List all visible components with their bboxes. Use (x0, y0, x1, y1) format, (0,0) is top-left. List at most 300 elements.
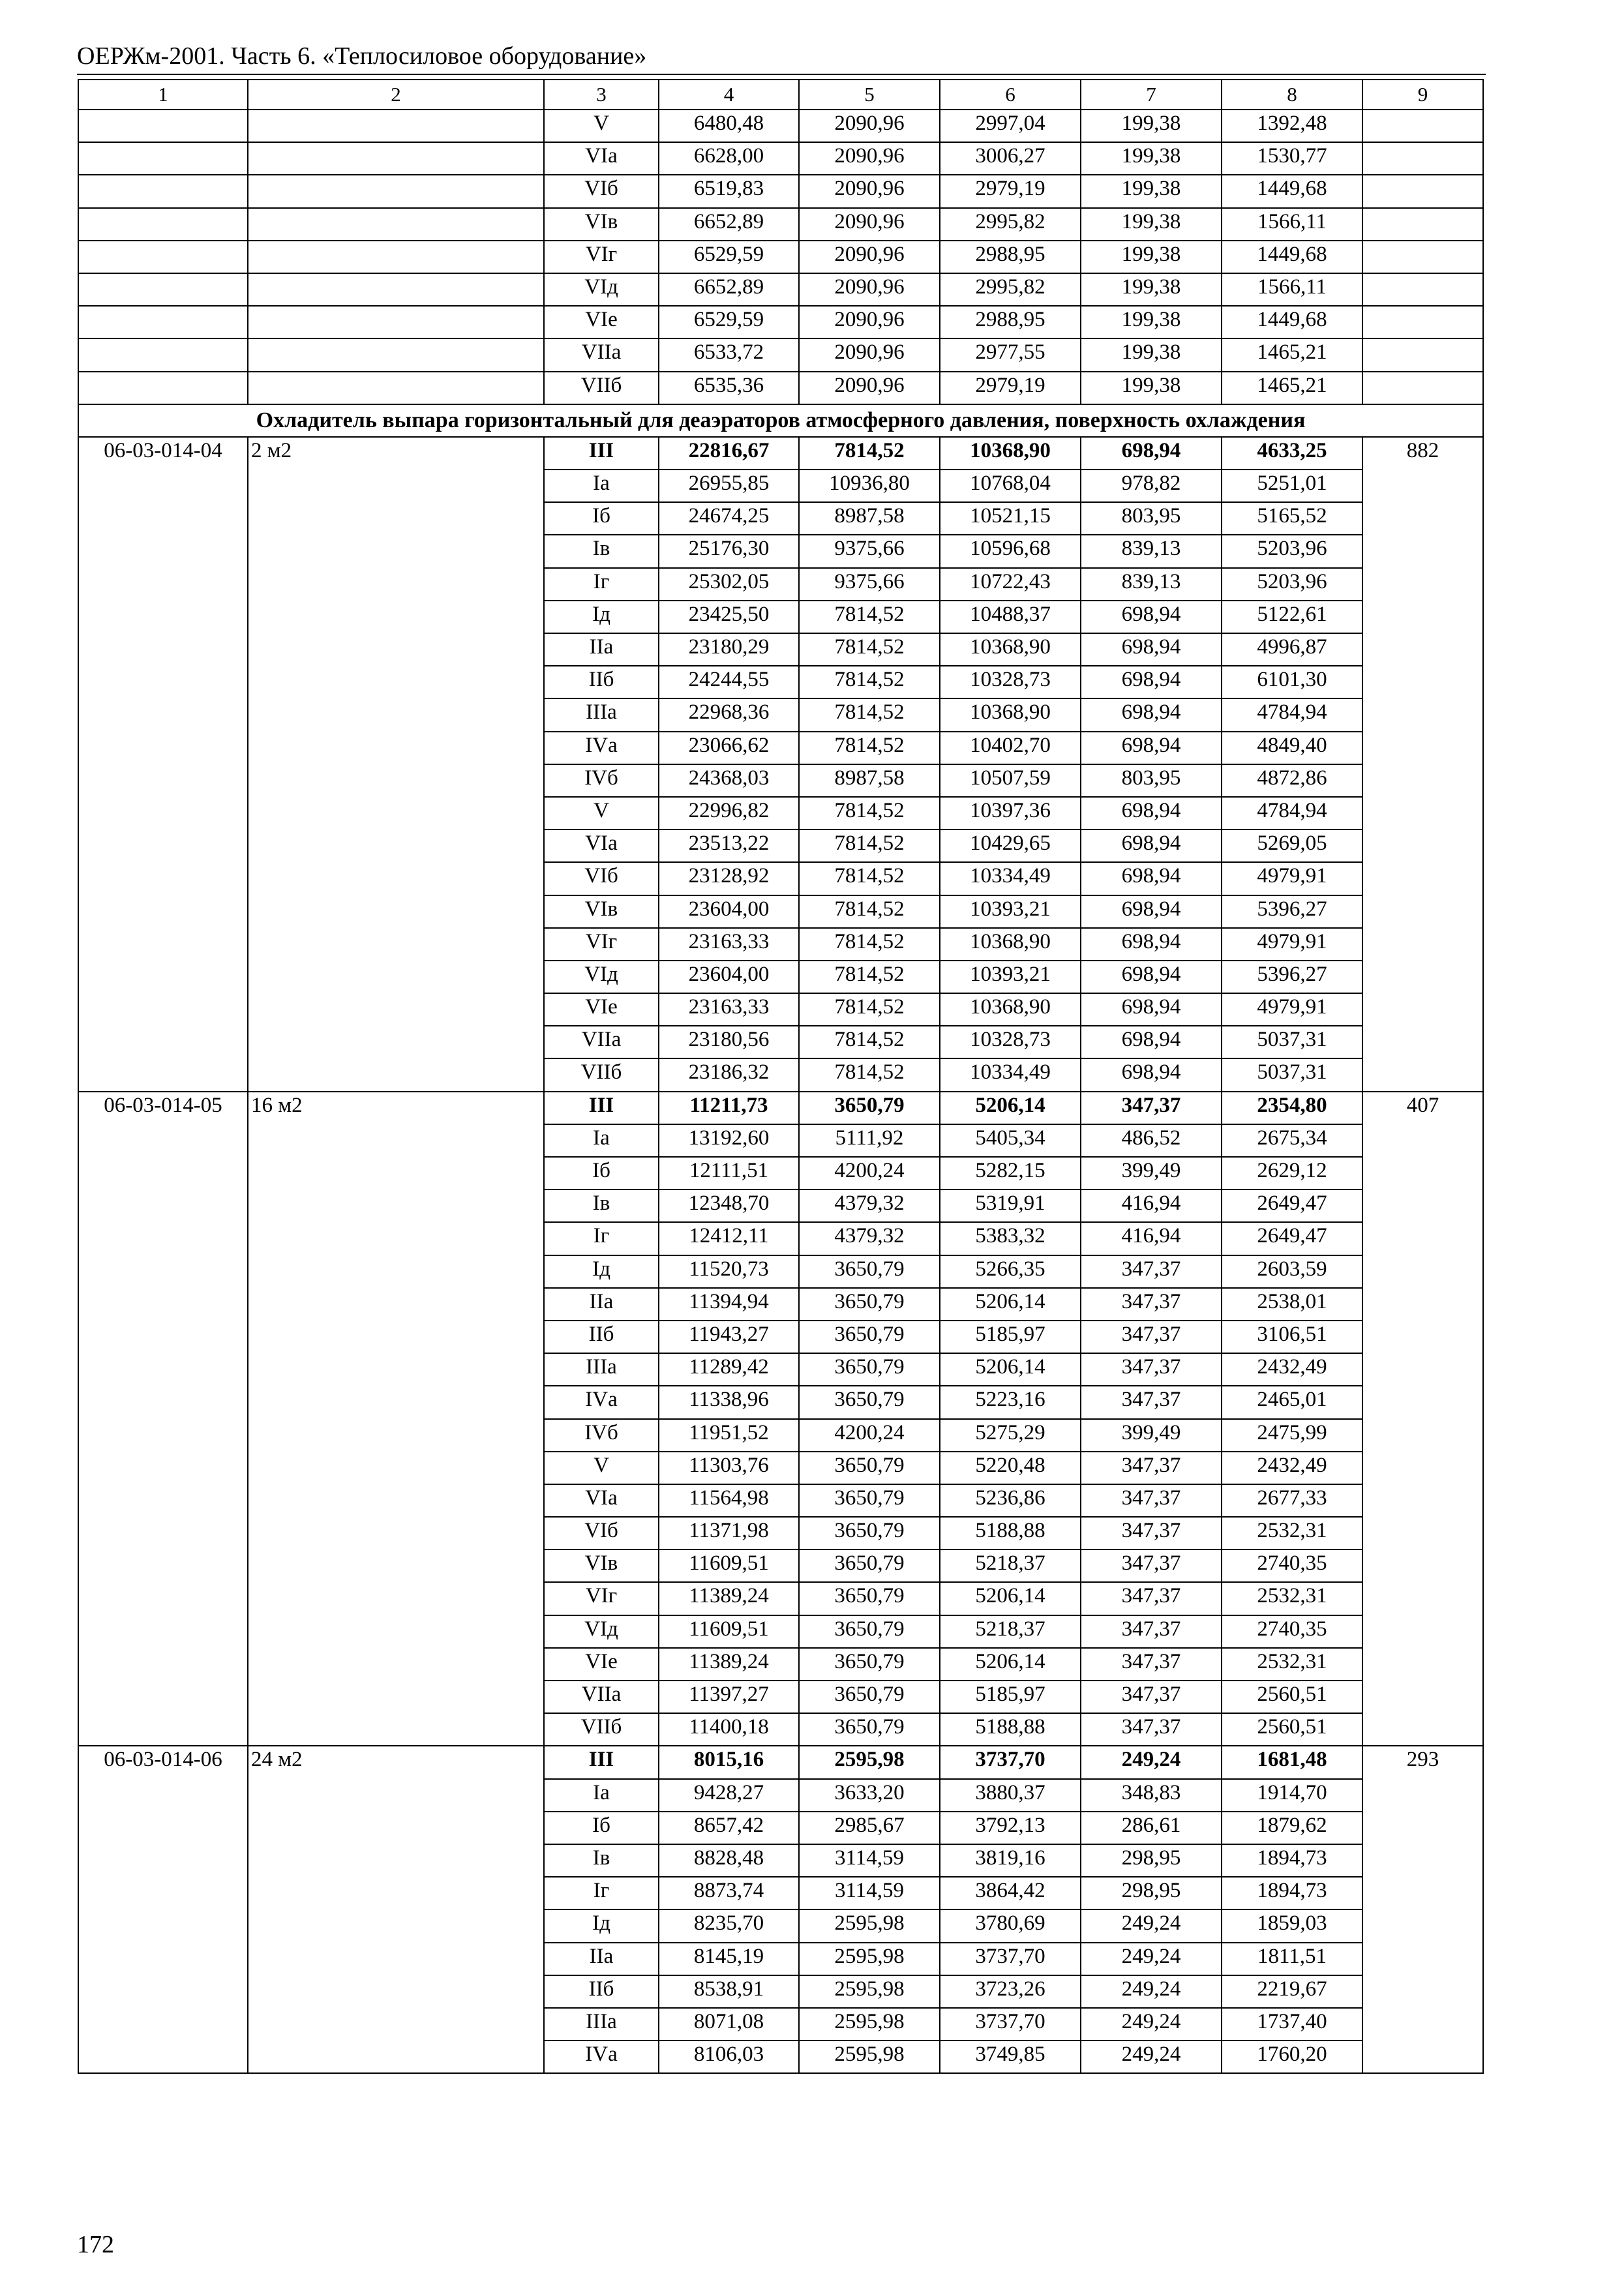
name-cell (248, 372, 544, 404)
code-cell (78, 175, 248, 207)
value-cell: 5165,52 (1222, 502, 1362, 535)
value-cell: 698,94 (1081, 993, 1222, 1026)
value-cell: 5206,14 (940, 1582, 1081, 1615)
value-cell: 7814,52 (799, 698, 940, 731)
value-cell: 199,38 (1081, 142, 1222, 175)
value-cell: 23163,33 (659, 993, 799, 1026)
zone-cell: VIд (544, 273, 659, 306)
value-cell: 347,37 (1081, 1092, 1222, 1124)
value-cell: 25176,30 (659, 535, 799, 567)
value-cell: 6535,36 (659, 372, 799, 404)
value-cell: 3819,16 (940, 1844, 1081, 1877)
value-cell: 4379,32 (799, 1189, 940, 1222)
name-cell (248, 273, 544, 306)
col9-cell (1362, 175, 1483, 207)
value-cell: 803,95 (1081, 502, 1222, 535)
value-cell: 10393,21 (940, 961, 1081, 993)
value-cell: 347,37 (1081, 1288, 1222, 1321)
value-cell: 1449,68 (1222, 241, 1362, 273)
value-cell: 698,94 (1081, 437, 1222, 470)
value-cell: 347,37 (1081, 1517, 1222, 1549)
value-cell: 698,94 (1081, 666, 1222, 698)
value-cell: 23425,50 (659, 601, 799, 633)
value-cell: 3650,79 (799, 1517, 940, 1549)
value-cell: 3650,79 (799, 1353, 940, 1386)
col9-cell (1362, 273, 1483, 306)
code-cell (78, 142, 248, 175)
item-code: 06-03-014-04 (78, 437, 248, 1092)
name-cell (248, 175, 544, 207)
value-cell: 10393,21 (940, 895, 1081, 928)
zone-cell: VIIа (544, 1026, 659, 1058)
value-cell: 839,13 (1081, 535, 1222, 567)
value-cell: 2677,33 (1222, 1484, 1362, 1517)
value-cell: 7814,52 (799, 1058, 940, 1091)
value-cell: 199,38 (1081, 338, 1222, 371)
value-cell: 10368,90 (940, 993, 1081, 1026)
column-number: 7 (1081, 80, 1222, 110)
value-cell: 4200,24 (799, 1157, 940, 1189)
table-row (78, 142, 1483, 175)
zone-cell: Iд (544, 1909, 659, 1942)
section-title: Охладитель выпара горизонтальный для деаэраторов атмосферного давления, поверхность охлаждения (78, 404, 1483, 437)
value-cell: 4979,91 (1222, 928, 1362, 961)
value-cell: 11289,42 (659, 1353, 799, 1386)
value-cell: 10429,65 (940, 830, 1081, 862)
value-cell: 6533,72 (659, 338, 799, 371)
name-cell (248, 338, 544, 371)
column-number: 9 (1362, 80, 1483, 110)
value-cell: 11397,27 (659, 1681, 799, 1713)
zone-cell: Iг (544, 1222, 659, 1255)
value-cell: 1760,20 (1222, 2041, 1362, 2073)
value-cell: 698,94 (1081, 797, 1222, 830)
value-cell: 5396,27 (1222, 895, 1362, 928)
value-cell: 2995,82 (940, 208, 1081, 241)
value-cell: 11943,27 (659, 1321, 799, 1353)
value-cell: 7814,52 (799, 666, 940, 698)
code-cell (78, 273, 248, 306)
value-cell: 3633,20 (799, 1779, 940, 1812)
value-cell: 2532,31 (1222, 1517, 1362, 1549)
value-cell: 2090,96 (799, 142, 940, 175)
value-cell: 5405,34 (940, 1124, 1081, 1157)
value-cell: 22968,36 (659, 698, 799, 731)
value-cell: 8235,70 (659, 1909, 799, 1942)
value-cell: 6529,59 (659, 241, 799, 273)
value-cell: 6529,59 (659, 306, 799, 338)
value-cell: 5396,27 (1222, 961, 1362, 993)
value-cell: 7814,52 (799, 797, 940, 830)
zone-cell: IIIа (544, 1353, 659, 1386)
value-cell: 1681,48 (1222, 1746, 1362, 1778)
value-cell: 2090,96 (799, 273, 940, 306)
value-cell: 3737,70 (940, 2008, 1081, 2041)
value-cell: 12111,51 (659, 1157, 799, 1189)
value-cell: 1894,73 (1222, 1844, 1362, 1877)
value-cell: 23066,62 (659, 732, 799, 764)
table-row (78, 175, 1483, 207)
code-cell (78, 241, 248, 273)
value-cell: 3864,42 (940, 1877, 1081, 1909)
value-cell: 2979,19 (940, 372, 1081, 404)
value-cell: 10507,59 (940, 764, 1081, 797)
zone-cell: IIб (544, 666, 659, 698)
table-row (78, 273, 1483, 306)
value-cell: 10397,36 (940, 797, 1081, 830)
value-cell: 11609,51 (659, 1549, 799, 1582)
value-cell: 11389,24 (659, 1582, 799, 1615)
zone-cell: VIб (544, 862, 659, 895)
value-cell: 2219,67 (1222, 1975, 1362, 2008)
code-cell (78, 306, 248, 338)
code-cell (78, 372, 248, 404)
value-cell: 2090,96 (799, 372, 940, 404)
value-cell: 1392,48 (1222, 110, 1362, 142)
zone-cell: Iб (544, 1157, 659, 1189)
value-cell: 3650,79 (799, 1484, 940, 1517)
header-divider (77, 74, 1486, 75)
name-cell (248, 142, 544, 175)
table-row (78, 110, 1483, 142)
zone-cell: VIа (544, 1484, 659, 1517)
value-cell: 3749,85 (940, 2041, 1081, 2073)
value-cell: 347,37 (1081, 1321, 1222, 1353)
value-cell: 4872,86 (1222, 764, 1362, 797)
page-number: 172 (77, 2231, 114, 2258)
zone-cell: VIв (544, 208, 659, 241)
table-row (78, 306, 1483, 338)
value-cell: 5319,91 (940, 1189, 1081, 1222)
zone-cell: VIг (544, 928, 659, 961)
value-cell: 7814,52 (799, 862, 940, 895)
value-cell: 347,37 (1081, 1713, 1222, 1746)
value-cell: 2595,98 (799, 1975, 940, 2008)
value-cell: 5269,05 (1222, 830, 1362, 862)
value-cell: 11303,76 (659, 1452, 799, 1484)
value-cell: 3650,79 (799, 1615, 940, 1648)
value-cell: 25302,05 (659, 568, 799, 601)
value-cell: 6519,83 (659, 175, 799, 207)
zone-cell: III (544, 437, 659, 470)
value-cell: 7814,52 (799, 928, 940, 961)
value-cell: 347,37 (1081, 1255, 1222, 1288)
value-cell: 2629,12 (1222, 1157, 1362, 1189)
value-cell: 2595,98 (799, 2041, 940, 2073)
value-cell: 8873,74 (659, 1877, 799, 1909)
value-cell: 10368,90 (940, 928, 1081, 961)
value-cell: 1530,77 (1222, 142, 1362, 175)
table-row (78, 1746, 1483, 1778)
value-cell: 5188,88 (940, 1517, 1081, 1549)
value-cell: 5206,14 (940, 1648, 1081, 1681)
value-cell: 11338,96 (659, 1386, 799, 1418)
value-cell: 5218,37 (940, 1549, 1081, 1582)
value-cell: 3737,70 (940, 1746, 1081, 1778)
value-cell: 7814,52 (799, 830, 940, 862)
value-cell: 2090,96 (799, 338, 940, 371)
zone-cell: VIе (544, 306, 659, 338)
value-cell: 3650,79 (799, 1255, 940, 1288)
value-cell: 2090,96 (799, 208, 940, 241)
value-cell: 8657,42 (659, 1812, 799, 1844)
value-cell: 10334,49 (940, 1058, 1081, 1091)
value-cell: 10402,70 (940, 732, 1081, 764)
zone-cell: IIа (544, 1288, 659, 1321)
zone-cell: Iд (544, 1255, 659, 1288)
value-cell: 803,95 (1081, 764, 1222, 797)
table-row (78, 372, 1483, 404)
column-number: 4 (659, 80, 799, 110)
zone-cell: VIIб (544, 1058, 659, 1091)
value-cell: 1914,70 (1222, 1779, 1362, 1812)
code-cell (78, 208, 248, 241)
value-cell: 249,24 (1081, 2008, 1222, 2041)
zone-cell: III (544, 1746, 659, 1778)
zone-cell: Iв (544, 1844, 659, 1877)
value-cell: 2090,96 (799, 241, 940, 273)
value-cell: 347,37 (1081, 1648, 1222, 1681)
zone-cell: V (544, 797, 659, 830)
value-cell: 1465,21 (1222, 338, 1362, 371)
value-cell: 5206,14 (940, 1353, 1081, 1386)
value-cell: 10936,80 (799, 470, 940, 502)
value-cell: 2475,99 (1222, 1419, 1362, 1452)
value-cell: 5206,14 (940, 1092, 1081, 1124)
table-row (78, 241, 1483, 273)
value-cell: 399,49 (1081, 1419, 1222, 1452)
value-cell: 698,94 (1081, 961, 1222, 993)
item-col9: 407 (1362, 1092, 1483, 1746)
value-cell: 23186,32 (659, 1058, 799, 1091)
value-cell: 13192,60 (659, 1124, 799, 1157)
zone-cell: VIа (544, 830, 659, 862)
column-number-row (78, 80, 1483, 110)
name-cell (248, 241, 544, 273)
value-cell: 11389,24 (659, 1648, 799, 1681)
value-cell: 2465,01 (1222, 1386, 1362, 1418)
value-cell: 24368,03 (659, 764, 799, 797)
value-cell: 8538,91 (659, 1975, 799, 2008)
price-table (78, 79, 1484, 2074)
value-cell: 11609,51 (659, 1615, 799, 1648)
value-cell: 11394,94 (659, 1288, 799, 1321)
value-cell: 3650,79 (799, 1092, 940, 1124)
value-cell: 347,37 (1081, 1549, 1222, 1582)
value-cell: 23163,33 (659, 928, 799, 961)
value-cell: 1465,21 (1222, 372, 1362, 404)
value-cell: 5236,86 (940, 1484, 1081, 1517)
value-cell: 3792,13 (940, 1812, 1081, 1844)
value-cell: 2432,49 (1222, 1353, 1362, 1386)
value-cell: 199,38 (1081, 306, 1222, 338)
value-cell: 347,37 (1081, 1615, 1222, 1648)
value-cell: 1894,73 (1222, 1877, 1362, 1909)
value-cell: 2740,35 (1222, 1615, 1362, 1648)
value-cell: 10521,15 (940, 502, 1081, 535)
value-cell: 22996,82 (659, 797, 799, 830)
value-cell: 8015,16 (659, 1746, 799, 1778)
value-cell: 11211,73 (659, 1092, 799, 1124)
zone-cell: Iа (544, 1779, 659, 1812)
value-cell: 416,94 (1081, 1189, 1222, 1222)
value-cell: 7814,52 (799, 993, 940, 1026)
value-cell: 249,24 (1081, 1909, 1222, 1942)
value-cell: 12348,70 (659, 1189, 799, 1222)
value-cell: 11400,18 (659, 1713, 799, 1746)
item-code: 06-03-014-06 (78, 1746, 248, 2073)
zone-cell: V (544, 1452, 659, 1484)
value-cell: 8145,19 (659, 1943, 799, 1975)
value-cell: 3880,37 (940, 1779, 1081, 1812)
value-cell: 3650,79 (799, 1648, 940, 1681)
zone-cell: IIIа (544, 2008, 659, 2041)
value-cell: 1859,03 (1222, 1909, 1362, 1942)
value-cell: 7814,52 (799, 633, 940, 666)
value-cell: 4379,32 (799, 1222, 940, 1255)
value-cell: 399,49 (1081, 1157, 1222, 1189)
value-cell: 416,94 (1081, 1222, 1222, 1255)
value-cell: 10596,68 (940, 535, 1081, 567)
value-cell: 2090,96 (799, 306, 940, 338)
value-cell: 1879,62 (1222, 1812, 1362, 1844)
value-cell: 6628,00 (659, 142, 799, 175)
value-cell: 3114,59 (799, 1877, 940, 1909)
value-cell: 5220,48 (940, 1452, 1081, 1484)
value-cell: 2997,04 (940, 110, 1081, 142)
value-cell: 2995,82 (940, 273, 1081, 306)
table-row (78, 1092, 1483, 1124)
value-cell: 5037,31 (1222, 1058, 1362, 1091)
value-cell: 23180,56 (659, 1026, 799, 1058)
value-cell: 3780,69 (940, 1909, 1081, 1942)
value-cell: 2988,95 (940, 306, 1081, 338)
value-cell: 3106,51 (1222, 1321, 1362, 1353)
col9-cell (1362, 338, 1483, 371)
item-col9: 882 (1362, 437, 1483, 1092)
value-cell: 199,38 (1081, 208, 1222, 241)
value-cell: 249,24 (1081, 1975, 1222, 2008)
value-cell: 23128,92 (659, 862, 799, 895)
value-cell: 10488,37 (940, 601, 1081, 633)
value-cell: 5185,97 (940, 1321, 1081, 1353)
value-cell: 23604,00 (659, 961, 799, 993)
value-cell: 10328,73 (940, 666, 1081, 698)
value-cell: 3737,70 (940, 1943, 1081, 1975)
value-cell: 10368,90 (940, 698, 1081, 731)
name-cell (248, 208, 544, 241)
value-cell: 8987,58 (799, 502, 940, 535)
value-cell: 2675,34 (1222, 1124, 1362, 1157)
value-cell: 5203,96 (1222, 535, 1362, 567)
value-cell: 4849,40 (1222, 732, 1362, 764)
zone-cell: IVа (544, 2041, 659, 2073)
value-cell: 347,37 (1081, 1582, 1222, 1615)
item-name: 24 м2 (248, 1746, 544, 2073)
zone-cell: VIIб (544, 1713, 659, 1746)
zone-cell: VIд (544, 1615, 659, 1648)
value-cell: 347,37 (1081, 1452, 1222, 1484)
item-col9: 293 (1362, 1746, 1483, 2073)
value-cell: 2649,47 (1222, 1189, 1362, 1222)
section-title-row (78, 404, 1483, 437)
zone-cell: VIб (544, 175, 659, 207)
zone-cell: VIг (544, 241, 659, 273)
table-row (78, 338, 1483, 371)
item-name: 16 м2 (248, 1092, 544, 1746)
value-cell: 12412,11 (659, 1222, 799, 1255)
value-cell: 23513,22 (659, 830, 799, 862)
value-cell: 26955,85 (659, 470, 799, 502)
value-cell: 3650,79 (799, 1713, 940, 1746)
value-cell: 5203,96 (1222, 568, 1362, 601)
value-cell: 7814,52 (799, 895, 940, 928)
value-cell: 23180,29 (659, 633, 799, 666)
column-number: 2 (248, 80, 544, 110)
zone-cell: Iг (544, 568, 659, 601)
value-cell: 5122,61 (1222, 601, 1362, 633)
zone-cell: VIIа (544, 338, 659, 371)
column-number: 5 (799, 80, 940, 110)
value-cell: 486,52 (1081, 1124, 1222, 1157)
value-cell: 4784,94 (1222, 797, 1362, 830)
value-cell: 10368,90 (940, 437, 1081, 470)
zone-cell: IIб (544, 1975, 659, 2008)
value-cell: 698,94 (1081, 698, 1222, 731)
value-cell: 2595,98 (799, 1909, 940, 1942)
value-cell: 199,38 (1081, 273, 1222, 306)
col9-cell (1362, 142, 1483, 175)
value-cell: 6652,89 (659, 208, 799, 241)
value-cell: 3650,79 (799, 1452, 940, 1484)
value-cell: 8828,48 (659, 1844, 799, 1877)
value-cell: 347,37 (1081, 1386, 1222, 1418)
col9-cell (1362, 208, 1483, 241)
value-cell: 10334,49 (940, 862, 1081, 895)
value-cell: 1449,68 (1222, 306, 1362, 338)
value-cell: 2090,96 (799, 110, 940, 142)
value-cell: 10328,73 (940, 1026, 1081, 1058)
value-cell: 7814,52 (799, 1026, 940, 1058)
value-cell: 698,94 (1081, 1058, 1222, 1091)
value-cell: 4200,24 (799, 1419, 940, 1452)
code-cell (78, 338, 248, 371)
value-cell: 3650,79 (799, 1681, 940, 1713)
value-cell: 2985,67 (799, 1812, 940, 1844)
value-cell: 3650,79 (799, 1582, 940, 1615)
value-cell: 249,24 (1081, 1943, 1222, 1975)
zone-cell: Iа (544, 1124, 659, 1157)
table-row (78, 437, 1483, 470)
value-cell: 1449,68 (1222, 175, 1362, 207)
column-number: 3 (544, 80, 659, 110)
table-row (78, 208, 1483, 241)
value-cell: 8071,08 (659, 2008, 799, 2041)
value-cell: 2538,01 (1222, 1288, 1362, 1321)
column-number: 1 (78, 80, 248, 110)
value-cell: 3650,79 (799, 1549, 940, 1582)
value-cell: 347,37 (1081, 1484, 1222, 1517)
value-cell: 2532,31 (1222, 1648, 1362, 1681)
value-cell: 9428,27 (659, 1779, 799, 1812)
zone-cell: VIе (544, 993, 659, 1026)
value-cell: 10722,43 (940, 568, 1081, 601)
zone-cell: VIIа (544, 1681, 659, 1713)
value-cell: 5383,32 (940, 1222, 1081, 1255)
value-cell: 1566,11 (1222, 273, 1362, 306)
zone-cell: IIа (544, 633, 659, 666)
value-cell: 978,82 (1081, 470, 1222, 502)
